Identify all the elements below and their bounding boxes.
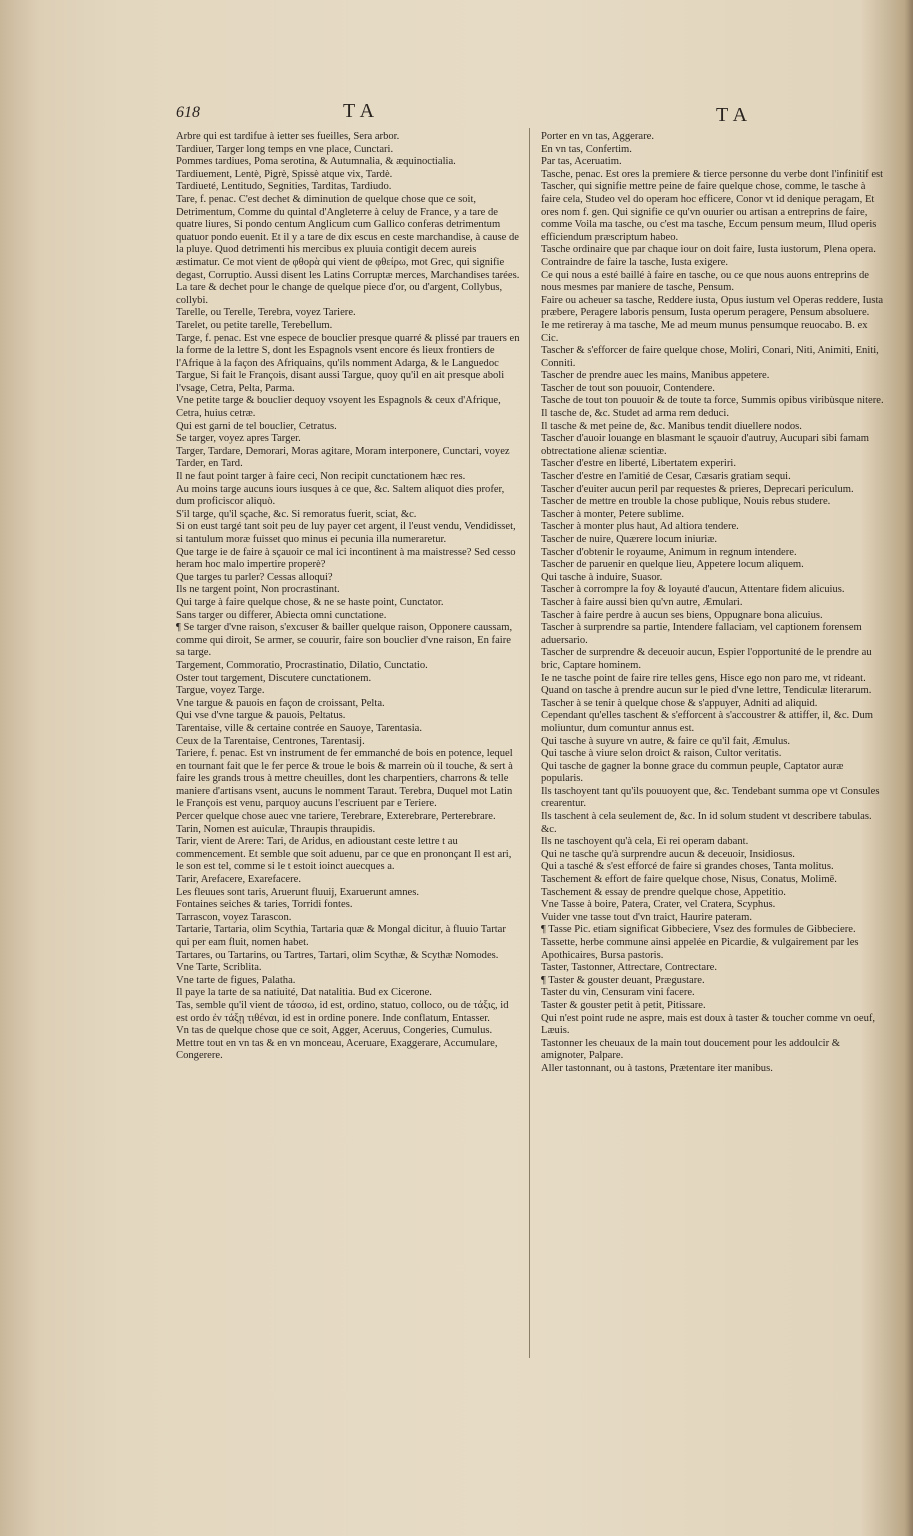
dictionary-entry: Tartarie, Tartaria, olim Scythia, Tartaria quæ & Mongal dicitur, à fluuio Tartar qui per eam fluit, nomen habet.	[176, 924, 506, 948]
dictionary-entry: Tascher de nuire, Quærere locum iniuriæ.	[541, 534, 718, 545]
dictionary-entry: Vne tarte de figues, Palatha.	[176, 974, 296, 986]
dictionary-entry: Vuider vne tasse tout d'vn traict, Haurire pateram.	[541, 911, 753, 923]
dictionary-entry: En vn tas, Confertim.	[541, 143, 632, 155]
dictionary-entry: Targer, Tardare, Demorari, Moras agitare, Moram interponere, Cunctari, voyez Tarder, en Tard.	[176, 445, 510, 470]
dictionary-entry: Tascher de prendre auec les mains, Manibus appetere.	[541, 370, 770, 382]
dictionary-entry: S'il targe, qu'il sçache, &c. Si remoratus fuerit, sciat, &c.	[176, 508, 417, 520]
dictionary-entry: Pommes tardiues, Poma serotina, & Autumnalia, & æquinoctialia.	[176, 156, 456, 168]
dictionary-entry: Tarrascon, voyez Tarascon.	[176, 911, 292, 923]
dictionary-entry: Vne targue & pauois en façon de croissant, Pelta.	[176, 697, 385, 709]
dictionary-entry: Qui targe à faire quelque chose, & ne se haste point, Cunctator.	[176, 596, 444, 608]
dictionary-entry: Sans targer ou differer, Abiecta omni cunctatione.	[176, 609, 387, 621]
dictionary-entry: Tardiueté, Lentitudo, Segnities, Tarditas, Tardiudo.	[176, 181, 392, 193]
dictionary-entry: Fontaines seiches & taries, Torridi fontes.	[176, 899, 353, 911]
dictionary-entry: Tascher d'estre en l'amitié de Cesar, Cæsaris gratiam sequi.	[541, 471, 791, 483]
dictionary-entry: Ils ne taschoyent qu'à cela, Ei rei operam dabant.	[541, 836, 749, 848]
dictionary-entry: Qui ne tasche qu'à surprendre aucun & deceuoir, Insidiosus.	[541, 848, 795, 860]
dictionary-entry: Percer quelque chose auec vne tariere, Terebrare, Exterebrare, Perterebrare.	[176, 811, 496, 823]
dictionary-entry: Ce qui nous a esté baillé à faire en tasche, ou ce que nous auons entreprins de nous mesmes par maniere de tasche, Pensum.	[541, 269, 869, 294]
dictionary-entry: ¶ Se targer d'vne raison, s'excuser & bailler quelque raison, Opponere caussam, comme qui diroit, Se armer, se couurir, faire son bouclier d'vne raison, En faire sa targe.	[176, 622, 513, 659]
dictionary-entry: Ils ne targent point, Non procrastinant.	[176, 584, 340, 596]
dictionary-entry: Taschement & effort de faire quelque chose, Nisus, Conatus, Molimē.	[541, 874, 837, 886]
column-divider	[529, 128, 530, 1358]
dictionary-entry: Tasche, penac. Est ores la premiere & tierce personne du verbe dont l'infinitif est Tascher, qui signifie mettre peine de faire quelque chose, comme, le tasche à faire cela, Studeo vel do operam hoc efficere, Conor vt id denique peragam, Et ores nom f. gen. Qui signifie ce qu'vn ouurier ou artisan a entreprins de faire, comme Voila ma tasche, ou c'est ma tasche, Eccum pensum meum, Illud operis efficiendum præscriptum habeo.	[541, 168, 884, 243]
dictionary-entry: Ie ne tasche point de faire rire telles gens, Hisce ego non paro me, vt rideant.	[541, 672, 866, 684]
dictionary-entry: Que targe ie de faire à sçauoir ce mal ici incontinent à ma maistresse? Sed cesso heram hoc malo impertire properè?	[176, 546, 516, 571]
dictionary-entry: Taster du vin, Censuram vini facere.	[541, 987, 695, 999]
dictionary-entry: Oster tout targement, Discutere cunctationem.	[176, 672, 372, 684]
dictionary-entry: Contraindre de faire la tasche, Iusta exigere.	[541, 256, 729, 268]
dictionary-entry: Tascher d'obtenir le royaume, Animum in regnum intendere.	[541, 546, 797, 558]
dictionary-entry: ¶ Taster & gouster deuant, Prægustare.	[541, 974, 705, 986]
dictionary-entry: La tare & dechet pour le change de quelque piece d'or, ou d'argent, Collybus, collybi.	[176, 282, 503, 306]
dictionary-entry: Cependant qu'elles taschent & s'efforcent à s'accoustrer & attiffer, il, &c. Dum moliuntur, dum comuntur annus est.	[541, 710, 874, 734]
dictionary-entry: Au moins targe aucuns iours iusques à ce que, &c. Saltem aliquot dies profer, dum proficiscor aliquò.	[176, 483, 505, 508]
left-column	[176, 131, 520, 1063]
dictionary-entry: Tariere, f. penac. Est vn instrument de fer emmanché de bois en potence, lequel en tournant fait que le fer perce & troue le bois & marrein où il touche, & sert à faire les grands trous à mettre cheuilles, dont les charpentiers, charrons & telle maniere d'artisans vsent, aucuns le nomment Taraut. Terebra, Duquel mot Latin le François est venu, parquoy aucuns l'escriuent par e Teriere.	[176, 748, 513, 810]
dictionary-entry: Tarir, vient de Arere: Tari, de Aridus, en adioustant ceste lettre t au commencement. Et semble que soit aduenu, par ce que en prononçant Il est ari, le son est tel, comme si le t estoit ioinct auecques a.	[176, 836, 512, 873]
dictionary-entry: Targe, f. penac. Est vne espece de bouclier presque quarré & plissé par trauers en la forme de la lettre S, dont les Espagnols vsent encore és lieux frontiers de l'Afrique à la façon des Afriquains, qu'ils nomment Adarga, & le Languedoc Targue, Si fait le François, disant aussi Targue, quoy qu'il en ait presque aboli l'vsage, Cetra, Pelta, Parma.	[176, 332, 520, 394]
dictionary-entry: Il tasche & met peine de, &c. Manibus tendit diuellere nodos.	[541, 420, 802, 432]
dictionary-entry: Tarelet, ou petite tarelle, Terebellum.	[176, 319, 333, 331]
dictionary-entry: Tassette, herbe commune ainsi appelée en Picardie, & vulgairement par les Apothicaires, Bursa pastoris.	[541, 937, 859, 961]
dictionary-entry: Qui tasche à viure selon droict & raison, Cultor veritatis.	[541, 748, 782, 760]
dictionary-entry: Ils taschoyent tant qu'ils pouuoyent que, &c. Tendebant summa ope vt Consules crearentur.	[541, 785, 880, 810]
dictionary-entry: Vne petite targe & bouclier dequoy vsoyent les Espagnols & ceux d'Afrique, Cetra, huius cetræ.	[176, 395, 501, 420]
dictionary-entry: Tascher d'auoir louange en blasmant le sçauoir d'autruy, Aucupari sibi famam obtrectatione alienæ scientiæ.	[541, 433, 870, 457]
dictionary-entry: Tascher de surprendre & deceuoir aucun, Espier l'opportunité de le prendre au bric, Captare hominem.	[541, 647, 872, 671]
dictionary-entry: Se targer, voyez apres Targer.	[176, 433, 301, 445]
dictionary-entry: Tas, semble qu'il vient de τάσσω, id est, ordino, statuo, colloco, ou de τάξις, id est ordo ἐν τάξῃ τιθέναι, id est in ordine ponere. Inde conflatum, Entasser.	[176, 999, 509, 1024]
dictionary-entry: Ils taschent à cela seulement de, &c. In id solum student vt describere tabulas. &c.	[541, 811, 872, 835]
dictionary-entry: Vne Tasse à boire, Patera, Crater, vel Cratera, Scyphus.	[541, 899, 776, 911]
dictionary-entry: Qui tasche à suyure vn autre, & faire ce qu'il fait, Æmulus.	[541, 735, 791, 747]
dictionary-entry: Mettre tout en vn tas & en vn monceau, Aceruare, Exaggerare, Accumulare, Congerere.	[176, 1037, 498, 1062]
dictionary-entry: Porter en vn tas, Aggerare.	[541, 131, 654, 142]
dictionary-entry: Targue, voyez Targe.	[176, 685, 265, 697]
dictionary-entry: Tascher à faire perdre à aucun ses biens, Oppugnare bona alicuius.	[541, 609, 823, 621]
dictionary-entry: Les fleuues sont taris, Aruerunt fluuij, Exaruerunt amnes.	[176, 886, 420, 898]
dictionary-entry: Taster & gouster petit à petit, Pitissare.	[541, 999, 706, 1011]
dictionary-entry: Tardiuer, Targer long temps en vne place, Cunctari.	[176, 143, 394, 155]
dictionary-entry: Il ne faut point targer à faire ceci, Non recipit cunctationem hæc res.	[176, 471, 466, 483]
dictionary-entry: Qui tasche de gagner la bonne grace du commun peuple, Captator auræ popularis.	[541, 760, 844, 785]
dictionary-entry: Qui tasche à induire, Suasor.	[541, 571, 663, 583]
dictionary-entry: Tascher à surprendre sa partie, Intendere fallaciam, vel captionem forensem aduersario.	[541, 622, 862, 646]
dictionary-entry: Qui vse d'vne targue & pauois, Peltatus.	[176, 710, 346, 722]
dictionary-entry: Taschement & essay de prendre quelque chose, Appetitio.	[541, 886, 786, 898]
dictionary-entry: Qui a tasché & s'est efforcé de faire si grandes choses, Tanta molitus.	[541, 861, 834, 873]
dictionary-entry: Il paye la tarte de sa natiuité, Dat natalitia. Bud ex Cicerone.	[176, 987, 432, 999]
left-running-head: TA	[343, 100, 381, 122]
dictionary-entry: Qui n'est point rude ne aspre, mais est doux à taster & toucher comme vn oeuf, Læuis.	[541, 1012, 876, 1037]
dictionary-entry: Il tasche de, &c. Studet ad arma rem deduci.	[541, 408, 729, 420]
dictionary-entry: Tascher à se tenir à quelque chose & s'appuyer, Adniti ad aliquid.	[541, 697, 818, 709]
dictionary-entry: Tascher d'estre en liberté, Libertatem experiri.	[541, 458, 736, 470]
dictionary-entry: Aller tastonnant, ou à tastons, Prætentare iter manibus.	[541, 1062, 773, 1074]
dictionary-entry: Par tas, Aceruatim.	[541, 156, 622, 168]
dictionary-entry: Qui est garni de tel bouclier, Cetratus.	[176, 420, 337, 432]
dictionary-entry: Vne Tarte, Scriblita.	[176, 962, 262, 974]
dictionary-entry: Tarentaise, ville & certaine contrée en Sauoye, Tarentasia.	[176, 722, 422, 734]
dictionary-entry: Arbre qui est tardifue à ietter ses fueilles, Sera arbor.	[176, 131, 400, 142]
dictionary-entry: ¶ Tasse Pic. etiam significat Gibbeciere, Vsez des formules de Gibbeciere.	[541, 924, 856, 936]
dictionary-entry: Faire ou acheuer sa tasche, Reddere iusta, Opus iustum vel Operas reddere, Iusta præbere, Peragere laboris pensum, Iusta operum peragere, Pensum absoluere.	[541, 294, 884, 319]
dictionary-entry: Tarelle, ou Terelle, Terebra, voyez Tariere.	[176, 307, 356, 319]
dictionary-entry: Targement, Commoratio, Procrastinatio, Dilatio, Cunctatio.	[176, 659, 428, 671]
dictionary-entry: Tasche ordinaire que par chaque iour on doit faire, Iusta iustorum, Plena opera.	[541, 244, 876, 256]
dictionary-entry: Vn tas de quelque chose que ce soit, Agger, Aceruus, Congeries, Cumulus.	[176, 1025, 493, 1037]
dictionary-entry: Tascher & s'efforcer de faire quelque chose, Moliri, Conari, Niti, Animiti, Eniti, Conniti.	[541, 345, 879, 369]
dictionary-entry: Tascher à faire aussi bien qu'vn autre, Æmulari.	[541, 596, 743, 608]
dictionary-entry: Tascher de tout son pouuoir, Contendere.	[541, 382, 715, 394]
dictionary-entry: Quand on tasche à prendre aucun sur le pied d'vne lettre, Tendiculæ literarum.	[541, 685, 872, 697]
page-header	[0, 100, 913, 130]
dictionary-entry: Tascher de paruenir en quelque lieu, Appetere locum aliquem.	[541, 559, 804, 571]
dictionary-entry: Tascher à corrompre la foy & loyauté d'aucun, Attentare fidem alicuius.	[541, 584, 845, 596]
dictionary-entry: Tascher d'euiter aucun peril par requestes & prieres, Deprecari periculum.	[541, 483, 854, 495]
dictionary-entry: Ceux de la Tarentaise, Centrones, Tarentasij.	[176, 735, 365, 747]
page-number: 618	[176, 104, 200, 121]
dictionary-entry: Que targes tu parler? Cessas alloqui?	[176, 571, 333, 583]
dictionary-entry: Taster, Tastonner, Attrectare, Contrectare.	[541, 962, 718, 974]
dictionary-entry: Tastonner les cheuaux de la main tout doucement pour les addoulcir & amignoter, Palpare.	[541, 1037, 841, 1062]
dictionary-entry: Tardiuement, Lentè, Pigrè, Spissè atque vix, Tardè.	[176, 168, 393, 180]
dictionary-entry: Ie me retireray à ma tasche, Me ad meum munus pensumque reuocabo. B. ex Cic.	[541, 319, 868, 344]
dictionary-entry: Tartares, ou Tartarins, ou Tartres, Tartari, olim Scythæ, & Scythæ Nomodes.	[176, 949, 499, 961]
dictionary-entry: Tarin, Nomen est auiculæ, Thraupis thraupidis.	[176, 823, 376, 835]
right-running-head: TA	[716, 104, 754, 126]
right-column	[541, 131, 885, 1076]
dictionary-entry: Tarir, Arefacere, Exarefacere.	[176, 874, 301, 886]
dictionary-entry: Tascher de mettre en trouble la chose publique, Nouis rebus studere.	[541, 496, 831, 508]
dictionary-entry: Tascher à monter, Petere sublime.	[541, 508, 684, 520]
dictionary-entry: Tascher à monter plus haut, Ad altiora tendere.	[541, 521, 739, 533]
dictionary-entry: Tare, f. penac. C'est dechet & diminution de quelque chose que ce soit, Detrimentum, Comme du quintal d'Angleterre à celuy de France, y a tare de quatre liures, Si pondo centum Anglicum cum Gallico conferas detrimentum quatuor pondo euenit. Et il y a tare de dix escus en ceste marchandise, à cause de la pluye. Quod detrimenti his mercibus ex pluuia contigit decem aureis æstimatur. Ce mot vient de φθορὰ qui vient de φθείρω, mot Grec, qui signifie degast, Corruptio. Aussi disent les Latins Corruptæ merces, Marchandises tarées.	[176, 193, 520, 281]
dictionary-entry: Si on eust targé tant soit peu de luy payer cet argent, il l'eust vendu, Vendidisset, si tantulum moræ fuisset quo minus ei pecunia illa numeraretur.	[176, 521, 516, 545]
dictionary-entry: Tasche de tout ton pouuoir & de toute ta force, Summis opibus viribùsque nitere.	[541, 395, 884, 407]
